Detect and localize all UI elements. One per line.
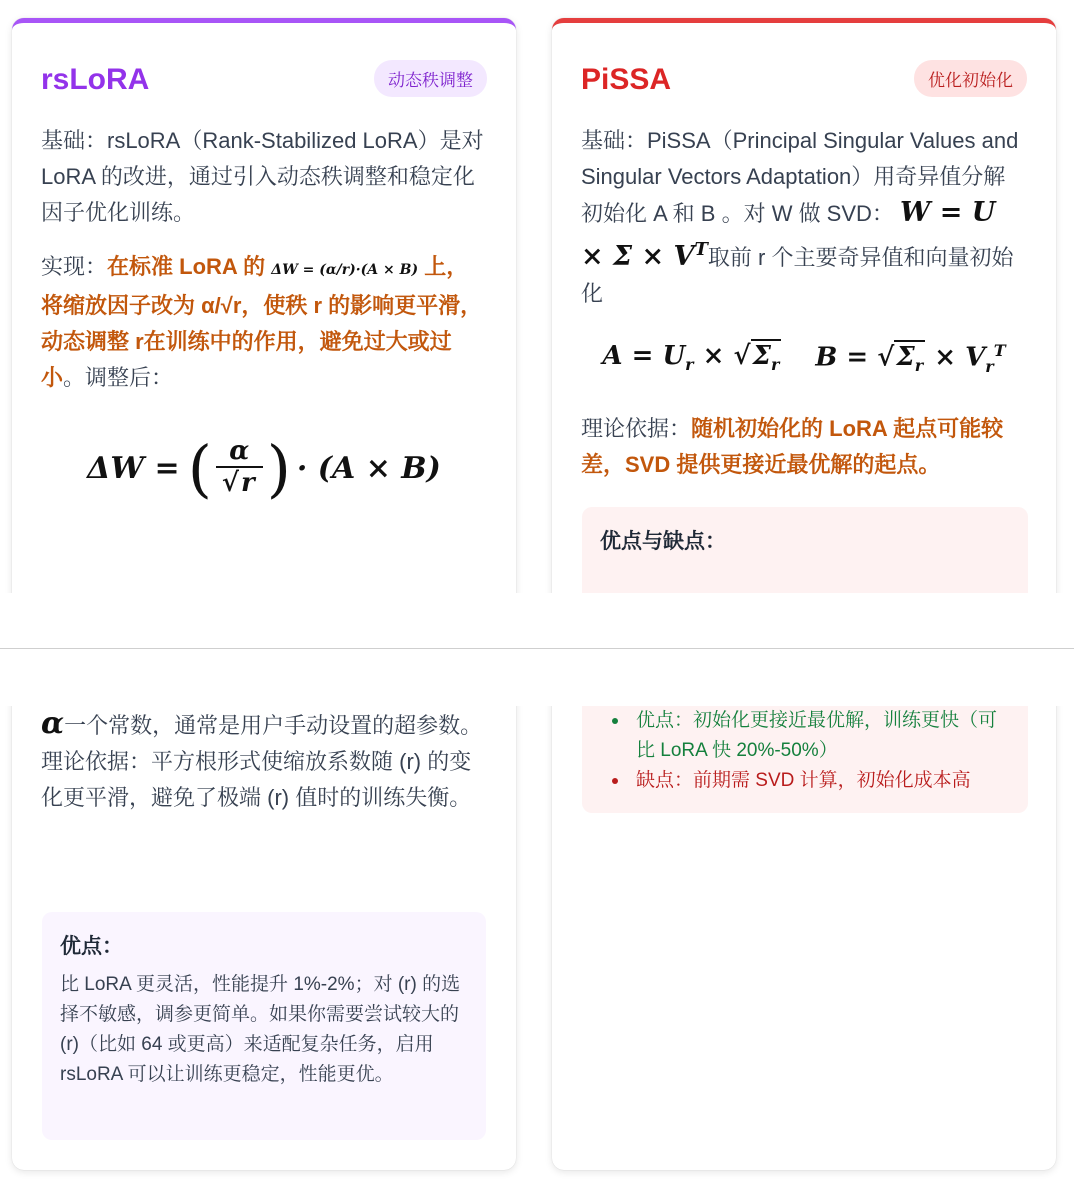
impl-highlight-1: 在标准 LoRA 的 xyxy=(107,254,266,279)
left-paren: ( xyxy=(187,431,212,505)
rslora-basis-text: 基础：rsLoRA（Rank-Stabilized LoRA）是对 LoRA 的改进，通过引入动态秩调整和稳定化因子优化训练。 xyxy=(41,128,484,225)
pro-item: 优点：初始化更接近最优解，训练更快（可比 LoRA 快 20%-50%） xyxy=(600,706,1010,766)
formula-denominator: √r xyxy=(216,466,263,499)
rslora-badge: 动态秩调整 xyxy=(374,60,487,97)
formula-fraction xyxy=(216,437,263,499)
pissa-theory xyxy=(581,411,1027,483)
pros-cons-box xyxy=(582,507,1028,593)
formula-b: $B = √\Sigma_r \times V_r^T$ xyxy=(815,340,1006,376)
pros-cons-list xyxy=(600,706,1010,796)
alpha-symbol: α xyxy=(41,706,65,741)
pissa-card xyxy=(552,18,1056,593)
pissa-basis-text: 基础：PiSSA（Principal Singular Values and Singular Vectors Adaptation）用奇异值分解初始化 A 和 B 。对 W 做 SVD： xyxy=(581,128,1019,226)
con-item: 缺点：前期需 SVD 计算，初始化成本高 xyxy=(600,766,1010,796)
formula-denominator-r: r xyxy=(241,467,255,498)
rslora-formula xyxy=(41,428,487,508)
separator-line xyxy=(0,648,1074,649)
rslora-card-continued xyxy=(12,706,516,1170)
impl-tail: 。调整后： xyxy=(63,365,174,390)
impl-label: 实现： xyxy=(41,254,108,279)
formula-lhs: ΔW = xyxy=(87,450,180,486)
impl-inline-formula: ΔW = (α/r)·(A × B) xyxy=(271,262,419,278)
impl-highlight-2: 上，将缩放因子改为 α/√r，使秩 r 的影响更平滑，动态调整 r在训练中的作用，避免过大或过小 xyxy=(41,254,483,390)
svd-sup: T xyxy=(694,239,708,260)
rslora-alpha-def xyxy=(41,706,487,816)
svd-formula-main: W = U × Σ × V xyxy=(581,197,996,272)
rslora-title: rsLoRA xyxy=(41,63,150,96)
pros-cons-box-continued xyxy=(582,706,1028,813)
rslora-impl xyxy=(41,249,487,396)
pissa-basis xyxy=(581,123,1027,312)
formula-b-text: B = xyxy=(815,342,878,373)
pissa-card-continued xyxy=(552,706,1056,1170)
pissa-formula xyxy=(581,333,1027,383)
pissa-badge: 优化初始化 xyxy=(914,60,1027,97)
rslora-card xyxy=(12,18,516,593)
pissa-theory-label: 理论依据： xyxy=(581,416,692,441)
rslora-theory: 理论依据：平方根形式使缩放系数随 (r) 的变化更平滑，避免了极端 (r) 值时的训练失衡。 xyxy=(41,749,472,810)
formula-a-text: A = U xyxy=(602,341,686,372)
pissa-theory-highlight: 随机初始化的 LoRA 起点可能较差，SVD 提供更接近最优解的起点。 xyxy=(581,416,1004,477)
rslora-pros-text: 比 LoRA 更灵活，性能提升 1%-2%；对 (r) 的选择不敏感，调参更简单。如果你需要尝试较大的 (r)（比如 64 或更高）来适配复杂任务，启用 rsLoRA 可以让训练更稳定，性能更优。 xyxy=(60,974,461,1085)
right-paren: ) xyxy=(266,431,291,505)
svd-tail: 取前 r 个主要奇异值和向量初始化 xyxy=(581,245,1014,306)
rslora-basis xyxy=(41,123,487,231)
formula-rhs: · (A × B) xyxy=(296,450,441,486)
bottom-segment xyxy=(0,706,1074,1185)
formula-a: $A = U_r \times √\Sigma_r$ xyxy=(602,341,780,375)
pros-cons-title: 优点与缺点： xyxy=(600,530,726,553)
pissa-title: PiSSA xyxy=(581,63,672,96)
formula-numerator: α xyxy=(229,436,250,467)
alpha-text: 一个常数，通常是用户手动设置的超参数。 xyxy=(64,713,483,738)
rslora-pros-title: 优点： xyxy=(60,935,123,958)
rslora-pros-box xyxy=(42,912,486,1140)
